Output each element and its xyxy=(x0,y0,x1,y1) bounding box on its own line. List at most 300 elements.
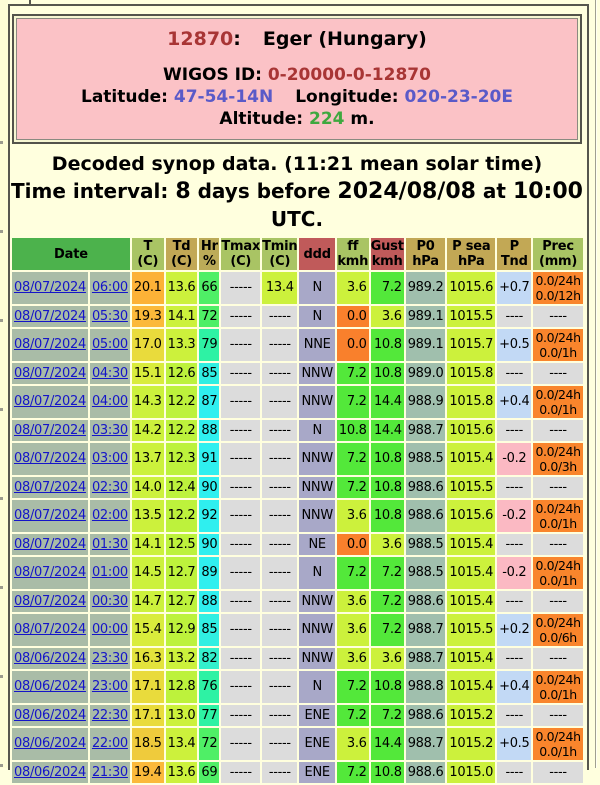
cell-ddd: NNW xyxy=(299,614,334,646)
col-header-ddd: ddd xyxy=(299,238,334,270)
cell-prec: ---- xyxy=(533,591,582,612)
cell-td: 13.2 xyxy=(166,648,198,669)
cell-p0: 988.7 xyxy=(406,420,446,441)
table-row xyxy=(12,614,583,646)
station-name: Eger (Hungary) xyxy=(262,28,427,50)
latitude-label: Latitude: xyxy=(80,87,168,107)
time-link[interactable]: 03:30 xyxy=(91,422,128,438)
cell-ddd: NNW xyxy=(299,477,334,498)
cell-ff: 10.8 xyxy=(337,420,369,441)
table-row xyxy=(12,329,583,361)
time-link[interactable]: 00:00 xyxy=(91,622,128,637)
cell-td: 12.8 xyxy=(166,671,198,703)
date-link[interactable]: 08/07/2024 xyxy=(14,479,86,495)
cell-time xyxy=(90,671,130,703)
cell-prec: 0.0/24h 0.0/1h xyxy=(535,330,581,360)
time-link[interactable]: 00:30 xyxy=(91,593,128,609)
cell-hr: 85 xyxy=(199,614,219,646)
page-heading xyxy=(10,151,584,233)
cell-date xyxy=(12,329,88,361)
cell-gust: 10.8 xyxy=(371,500,404,532)
table-row xyxy=(12,534,583,555)
cell-p0: 988.6 xyxy=(406,762,446,783)
date-link[interactable]: 08/07/2024 xyxy=(14,308,86,324)
altitude-label: Altitude: xyxy=(219,109,304,129)
cell-ff: 7.2 xyxy=(337,363,369,384)
cell-tmax: ----- xyxy=(221,272,260,304)
cell-hr: 72 xyxy=(199,728,219,760)
cell-tmax: ----- xyxy=(221,500,260,532)
cell-td: 12.3 xyxy=(166,443,198,475)
cell-tmin: ----- xyxy=(262,762,297,783)
cell-psea: 1015.0 xyxy=(447,762,495,783)
cell-prec: 0.0/24h 0.0/1h xyxy=(535,558,581,588)
cell-prec: 0.0/24h 0.0/1h xyxy=(535,387,581,417)
cell-tmin: ----- xyxy=(262,363,297,384)
cell-time xyxy=(90,728,130,760)
cell-td: 12.4 xyxy=(166,477,198,498)
cell-gust: 14.4 xyxy=(371,386,404,418)
date-link[interactable]: 08/07/2024 xyxy=(14,422,86,438)
cell-td: 12.5 xyxy=(166,534,198,555)
cell-gust: 3.6 xyxy=(371,306,404,327)
cell-psea: 1015.8 xyxy=(447,363,495,384)
cell-gust: 10.8 xyxy=(371,477,404,498)
cell-ddd: N xyxy=(299,671,334,703)
cell-tmin: ----- xyxy=(262,306,297,327)
cell-ptnd: -0.2 xyxy=(497,443,531,475)
cell-td: 12.2 xyxy=(166,500,198,532)
cell-p0: 988.6 xyxy=(406,500,446,532)
station-title xyxy=(18,28,576,50)
cell-ff: 0.0 xyxy=(337,534,369,555)
cell-ff: 3.6 xyxy=(337,614,369,646)
cell-p0: 989.2 xyxy=(406,272,446,304)
cell-time xyxy=(90,329,130,361)
cell-p0: 989.1 xyxy=(406,306,446,327)
wigos-label: WIGOS ID: xyxy=(163,65,262,85)
col-header-t: T (C) xyxy=(132,238,164,270)
date-link[interactable]: 08/07/2024 xyxy=(14,622,86,637)
station-info-box xyxy=(12,14,582,144)
time-link[interactable]: 06:00 xyxy=(91,280,128,295)
cell-ptnd: ---- xyxy=(497,306,531,327)
cell-hr: 77 xyxy=(199,705,219,726)
table-row xyxy=(12,420,583,441)
cell-tmax: ----- xyxy=(221,762,260,783)
cell-t: 15.1 xyxy=(132,363,164,384)
cell-ff: 0.0 xyxy=(337,306,369,327)
cell-ddd: NNW xyxy=(299,500,334,532)
cell-hr: 91 xyxy=(199,443,219,475)
cell-t: 14.3 xyxy=(132,386,164,418)
synop-table-body xyxy=(12,272,583,783)
cell-hr: 87 xyxy=(199,386,219,418)
date-link[interactable]: 08/07/2024 xyxy=(14,451,86,466)
time-link[interactable]: 05:30 xyxy=(91,308,128,324)
cell-time xyxy=(90,500,130,532)
cell-ptnd: -0.2 xyxy=(497,557,531,589)
cell-psea: 1015.6 xyxy=(447,420,495,441)
cell-ddd: NNW xyxy=(299,443,334,475)
cell-tmin: ----- xyxy=(262,500,297,532)
time-link[interactable]: 04:00 xyxy=(91,394,128,409)
cell-ff: 7.2 xyxy=(337,443,369,475)
cell-ff: 7.2 xyxy=(337,477,369,498)
longitude-value: 020-23-20E xyxy=(404,87,513,107)
cell-gust: 10.8 xyxy=(371,443,404,475)
col-header-ff: ff kmh xyxy=(337,239,369,269)
time-link[interactable]: 02:30 xyxy=(91,479,128,495)
cell-tmax: ----- xyxy=(221,443,260,475)
cell-ddd: ENE xyxy=(299,762,334,783)
table-row xyxy=(12,477,583,498)
cell-prec: 0.0/24h 0.0/3h xyxy=(535,444,581,474)
time-link[interactable]: 23:00 xyxy=(91,679,128,694)
table-row xyxy=(12,648,583,669)
cell-date xyxy=(12,306,88,327)
left-frame-edge xyxy=(0,0,8,768)
time-link[interactable]: 21:30 xyxy=(91,764,128,780)
cell-ddd: N xyxy=(299,420,334,441)
cell-date xyxy=(12,671,88,703)
cell-t: 14.0 xyxy=(132,477,164,498)
cell-td: 13.6 xyxy=(166,762,198,783)
cell-p0: 988.7 xyxy=(406,648,446,669)
cell-date xyxy=(12,614,88,646)
cell-ptnd: +0.4 xyxy=(497,386,531,418)
interval-days: 8 xyxy=(175,179,191,204)
cell-prec: ---- xyxy=(533,477,582,498)
cell-hr: 88 xyxy=(199,591,219,612)
cell-prec: 0.0/24h 0.0/6h xyxy=(535,615,581,645)
cell-t: 19.3 xyxy=(132,306,164,327)
cell-hr: 90 xyxy=(199,534,219,555)
time-link[interactable]: 23:30 xyxy=(91,650,128,666)
cell-ff: 7.2 xyxy=(337,671,369,703)
table-row xyxy=(12,705,583,726)
cell-td: 12.7 xyxy=(166,557,198,589)
cell-p0: 988.6 xyxy=(406,591,446,612)
cell-tmax: ----- xyxy=(221,420,260,441)
time-link[interactable]: 01:00 xyxy=(91,565,128,580)
cell-date xyxy=(12,386,88,418)
cell-ddd: NNE xyxy=(299,329,334,361)
cell-ff: 0.0 xyxy=(337,329,369,361)
cell-td: 12.9 xyxy=(166,614,198,646)
cell-tmax: ----- xyxy=(221,534,260,555)
cell-t: 13.5 xyxy=(132,500,164,532)
cell-gust: 7.2 xyxy=(371,591,404,612)
cell-t: 17.1 xyxy=(132,671,164,703)
cell-ptnd: +0.7 xyxy=(497,272,531,304)
col-header-gust: Gust kmh xyxy=(370,239,404,269)
cell-ff: 7.2 xyxy=(337,762,369,783)
right-frame-groove-highlight xyxy=(596,0,597,768)
cell-p0: 988.5 xyxy=(406,443,446,475)
date-link[interactable]: 08/07/2024 xyxy=(14,365,86,381)
col-header-tmax: Tmax (C) xyxy=(221,239,261,269)
col-header-ptnd: P Tnd xyxy=(497,238,531,270)
cell-psea: 1015.7 xyxy=(447,329,495,361)
cell-ddd: NNW xyxy=(299,648,334,669)
cell-date xyxy=(12,591,88,612)
table-row xyxy=(12,728,583,760)
cell-tmin: ----- xyxy=(262,477,297,498)
time-link[interactable]: 02:00 xyxy=(91,508,128,523)
cell-t: 14.5 xyxy=(132,557,164,589)
cell-tmax: ----- xyxy=(221,648,260,669)
cell-tmax: ----- xyxy=(221,705,260,726)
cell-t: 14.7 xyxy=(132,591,164,612)
col-header-hr: Hr % xyxy=(200,239,218,269)
cell-ff: 3.6 xyxy=(337,591,369,612)
date-link[interactable]: 08/06/2024 xyxy=(14,679,86,694)
cell-ddd: ENE xyxy=(299,705,334,726)
cell-time xyxy=(90,306,130,327)
cell-t: 20.1 xyxy=(132,272,164,304)
cell-t: 17.1 xyxy=(132,705,164,726)
cell-date xyxy=(12,443,88,475)
cell-prec: ---- xyxy=(533,705,582,726)
cell-ptnd: +0.5 xyxy=(497,728,531,760)
cell-p0: 988.5 xyxy=(406,534,446,555)
table-row xyxy=(12,500,583,532)
cell-tmax: ----- xyxy=(221,477,260,498)
cell-date xyxy=(12,557,88,589)
time-link[interactable]: 03:00 xyxy=(91,451,128,466)
date-link[interactable]: 08/06/2024 xyxy=(14,764,86,780)
cell-ff: 7.2 xyxy=(337,705,369,726)
cell-gust: 10.8 xyxy=(371,329,404,361)
cell-ptnd: +0.4 xyxy=(497,671,531,703)
heading-utc: UTC. xyxy=(270,207,324,231)
cell-hr: 72 xyxy=(199,306,219,327)
cell-td: 13.0 xyxy=(166,705,198,726)
date-link[interactable]: 08/07/2024 xyxy=(14,536,86,552)
cell-t: 18.5 xyxy=(132,728,164,760)
cell-ptnd: ---- xyxy=(497,762,531,783)
cell-t: 16.3 xyxy=(132,648,164,669)
cell-psea: 1015.2 xyxy=(447,728,495,760)
cell-p0: 988.7 xyxy=(406,728,446,760)
wigos-line xyxy=(18,64,576,86)
interval-date: 2024/08/08 xyxy=(337,179,476,204)
latitude-value: 47-54-14N xyxy=(173,87,274,107)
date-link[interactable]: 08/07/2024 xyxy=(14,508,86,523)
cell-tmin: ----- xyxy=(262,614,297,646)
cell-time xyxy=(90,762,130,783)
cell-tmin: ----- xyxy=(262,557,297,589)
cell-tmin: ----- xyxy=(262,591,297,612)
table-row xyxy=(12,443,583,475)
cell-ptnd: +0.5 xyxy=(497,329,531,361)
altitude-value: 224 xyxy=(309,109,345,129)
station-id: 12870 xyxy=(167,28,234,50)
cell-ptnd: ---- xyxy=(497,363,531,384)
cell-ff: 3.6 xyxy=(337,648,369,669)
cell-t: 15.4 xyxy=(132,614,164,646)
cell-ddd: ENE xyxy=(299,728,334,760)
date-link[interactable]: 08/07/2024 xyxy=(14,337,86,352)
cell-psea: 1015.4 xyxy=(447,443,495,475)
table-row xyxy=(12,762,583,783)
cell-t: 14.1 xyxy=(132,534,164,555)
cell-date xyxy=(12,500,88,532)
cell-ptnd: +0.2 xyxy=(497,614,531,646)
cell-time xyxy=(90,557,130,589)
cell-date xyxy=(12,705,88,726)
cell-prec: ---- xyxy=(533,648,582,669)
cell-prec: ---- xyxy=(533,363,582,384)
cell-psea: 1015.6 xyxy=(447,272,495,304)
cell-td: 12.7 xyxy=(166,591,198,612)
cell-gust: 14.4 xyxy=(371,420,404,441)
cell-hr: 69 xyxy=(199,762,219,783)
cell-tmin: 13.4 xyxy=(262,272,297,304)
time-link[interactable]: 04:30 xyxy=(91,365,128,381)
time-link[interactable]: 22:30 xyxy=(91,707,128,723)
cell-tmin: ----- xyxy=(262,420,297,441)
cell-p0: 988.9 xyxy=(406,386,446,418)
table-row xyxy=(12,386,583,418)
cell-tmin: ----- xyxy=(262,728,297,760)
cell-p0: 989.0 xyxy=(406,363,446,384)
cell-time xyxy=(90,648,130,669)
date-link[interactable]: 08/06/2024 xyxy=(14,650,86,666)
cell-hr: 90 xyxy=(199,477,219,498)
cell-date xyxy=(12,762,88,783)
col-header-date: Date xyxy=(12,238,130,270)
cell-psea: 1015.6 xyxy=(447,500,495,532)
cell-prec: 0.0/24h 0.0/12h xyxy=(535,273,581,303)
cell-psea: 1015.4 xyxy=(447,534,495,555)
cell-td: 12.2 xyxy=(166,420,198,441)
cell-t: 13.7 xyxy=(132,443,164,475)
cell-ptnd: ---- xyxy=(497,420,531,441)
cell-ptnd: ---- xyxy=(497,591,531,612)
cell-p0: 988.8 xyxy=(406,671,446,703)
cell-tmax: ----- xyxy=(221,671,260,703)
cell-prec: ---- xyxy=(533,534,582,555)
cell-hr: 76 xyxy=(199,671,219,703)
cell-psea: 1015.4 xyxy=(447,671,495,703)
cell-td: 14.1 xyxy=(166,306,198,327)
cell-time xyxy=(90,386,130,418)
cell-hr: 66 xyxy=(199,272,219,304)
cell-tmin: ----- xyxy=(262,386,297,418)
cell-td: 12.2 xyxy=(166,386,198,418)
cell-time xyxy=(90,420,130,441)
date-link[interactable]: 08/06/2024 xyxy=(14,736,86,751)
cell-ptnd: ---- xyxy=(497,648,531,669)
cell-ddd: NNW xyxy=(299,363,334,384)
cell-hr: 88 xyxy=(199,420,219,441)
cell-tmin: ----- xyxy=(262,648,297,669)
cell-gust: 10.8 xyxy=(371,363,404,384)
table-row xyxy=(12,306,583,327)
main-content xyxy=(10,6,584,785)
cell-td: 13.3 xyxy=(166,329,198,361)
cell-hr: 82 xyxy=(199,648,219,669)
time-link[interactable]: 22:00 xyxy=(91,736,128,751)
cell-date xyxy=(12,728,88,760)
cell-ddd: N xyxy=(299,306,334,327)
date-link[interactable]: 08/06/2024 xyxy=(14,707,86,723)
table-row xyxy=(12,671,583,703)
cell-date xyxy=(12,477,88,498)
cell-ff: 7.2 xyxy=(337,386,369,418)
cell-tmin: ----- xyxy=(262,443,297,475)
cell-psea: 1015.8 xyxy=(447,386,495,418)
wigos-value: 0-20000-0-12870 xyxy=(267,65,431,85)
cell-tmin: ----- xyxy=(262,329,297,361)
cell-hr: 79 xyxy=(199,329,219,361)
cell-tmax: ----- xyxy=(221,728,260,760)
cell-td: 13.4 xyxy=(166,728,198,760)
cell-gust: 7.2 xyxy=(371,557,404,589)
cell-psea: 1015.2 xyxy=(447,705,495,726)
cell-ddd: NNW xyxy=(299,591,334,612)
cell-ddd: N xyxy=(299,272,334,304)
cell-tmax: ----- xyxy=(221,329,260,361)
time-link[interactable]: 01:30 xyxy=(91,536,128,552)
cell-td: 13.6 xyxy=(166,272,198,304)
longitude-label: Longitude: xyxy=(295,87,399,107)
cell-td: 12.6 xyxy=(166,363,198,384)
cell-ff: 3.6 xyxy=(337,500,369,532)
cell-p0: 988.7 xyxy=(406,614,446,646)
cell-date xyxy=(12,420,88,441)
cell-p0: 988.6 xyxy=(406,477,446,498)
station-id-separator: : xyxy=(233,28,241,50)
time-link[interactable]: 05:00 xyxy=(91,337,128,352)
cell-ptnd: -0.2 xyxy=(497,500,531,532)
cell-time xyxy=(90,477,130,498)
table-row xyxy=(12,591,583,612)
cell-tmin: ----- xyxy=(262,534,297,555)
cell-prec: ---- xyxy=(533,762,582,783)
cell-ff: 7.2 xyxy=(337,557,369,589)
heading-decoded-synop: Decoded synop data. (11:21 mean solar time) xyxy=(51,153,543,175)
date-link[interactable]: 08/07/2024 xyxy=(14,593,86,609)
cell-date xyxy=(12,534,88,555)
col-header-td: Td (C) xyxy=(166,238,198,270)
cell-prec: ---- xyxy=(533,306,582,327)
cell-p0: 988.6 xyxy=(406,705,446,726)
cell-tmin: ----- xyxy=(262,705,297,726)
cell-t: 17.0 xyxy=(132,329,164,361)
coords-line xyxy=(18,86,576,108)
col-header-tmin: Tmin (C) xyxy=(262,239,298,269)
cell-date xyxy=(12,648,88,669)
cell-prec: 0.0/24h 0.0/1h xyxy=(535,729,581,759)
cell-hr: 92 xyxy=(199,500,219,532)
date-link[interactable]: 08/07/2024 xyxy=(14,565,86,580)
cell-time xyxy=(90,272,130,304)
cell-ddd: NNW xyxy=(299,386,334,418)
col-header-prec: Prec (mm) xyxy=(533,238,582,270)
date-link[interactable]: 08/07/2024 xyxy=(14,280,86,295)
cell-gust: 3.6 xyxy=(371,534,404,555)
cell-psea: 1015.4 xyxy=(447,648,495,669)
date-link[interactable]: 08/07/2024 xyxy=(14,394,86,409)
interval-time: 10:00 xyxy=(512,179,583,204)
col-header-psea: P sea hPa xyxy=(447,238,495,270)
cell-time xyxy=(90,363,130,384)
cell-ptnd: ---- xyxy=(497,534,531,555)
col-header-p0: P0 hPa xyxy=(406,238,446,270)
